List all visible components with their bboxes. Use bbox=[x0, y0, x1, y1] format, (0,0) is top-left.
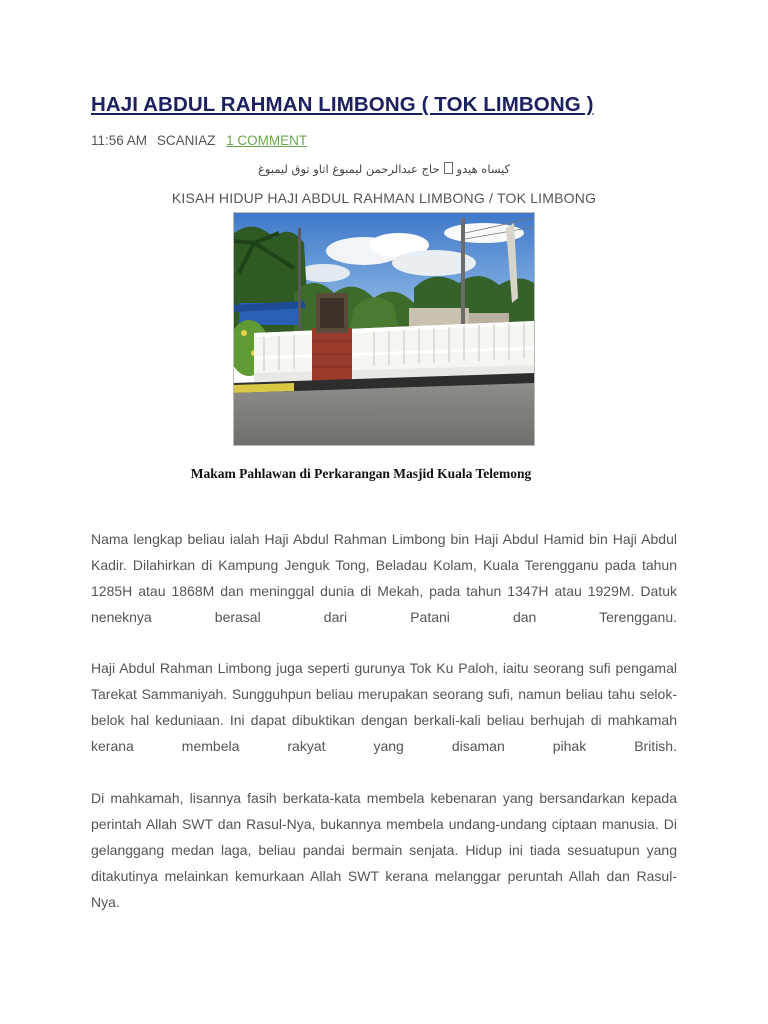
post-time: 11:56 AM bbox=[91, 133, 148, 148]
post-meta bbox=[91, 133, 307, 148]
paragraph-2: Haji Abdul Rahman Limbong juga seperti gurunya Tok Ku Paloh, iaitu seorang sufi pengamal Tarekat Sammaniyah. Sungguhpun beliau merupakan seorang sufi, namun beliau tahu selok-belok hal keduniaan. Ini dapat dibuktikan dengan berkali-kali beliau berhujah di mahkamah kerana membela rakyat yang disaman pihak British. bbox=[91, 660, 677, 754]
jawi-heading-left: كيساه هيدو bbox=[456, 162, 511, 176]
jawi-heading bbox=[0, 162, 768, 176]
post-author: SCANIAZ bbox=[156, 133, 216, 148]
post-title[interactable]: HAJI ABDUL RAHMAN LIMBONG ( TOK LIMBONG ) bbox=[91, 93, 594, 116]
jawi-heading-right: حاج عبدالرحمن ليمبوغ اتاو توق ليمبوغ bbox=[257, 162, 440, 176]
missing-glyph-icon bbox=[444, 162, 453, 174]
comments-link[interactable]: 1 COMMENT bbox=[226, 133, 308, 148]
tomb-photo bbox=[233, 212, 535, 446]
photo-caption: Makam Pahlawan di Perkarangan Masjid Kuala Telemong bbox=[190, 466, 532, 481]
paragraph-1: Nama lengkap beliau ialah Haji Abdul Rahman Limbong bin Haji Abdul Hamid bin Haji Abdul Kadir. Dilahirkan di Kampung Jenguk Tong, Beladau Kolam, Kuala Terengganu pada tahun 1285H atau 1868M dan meninggal dunia di Mekah, pada tahun 1347H atau 1929M. Datuk neneknya berasal dari Patani dan Terengganu. bbox=[91, 531, 677, 625]
post-subtitle: KISAH HIDUP HAJI ABDUL RAHMAN LIMBONG / TOK LIMBONG bbox=[171, 190, 597, 206]
paragraph-3: Di mahkamah, lisannya fasih berkata-kata membela kebenaran yang bersandarkan kepada perintah Allah SWT dan Rasul-Nya, bukannya membela undang-undang ciptaan manusia. Di gelanggang medan laga, beliau pandai bermain senjata. Hidup ini tiada sesuatupun yang ditakutinya melainkan kemurkaan Allah SWT kerana melanggar peruntah Allah dan Rasul-Nya. bbox=[91, 790, 677, 910]
